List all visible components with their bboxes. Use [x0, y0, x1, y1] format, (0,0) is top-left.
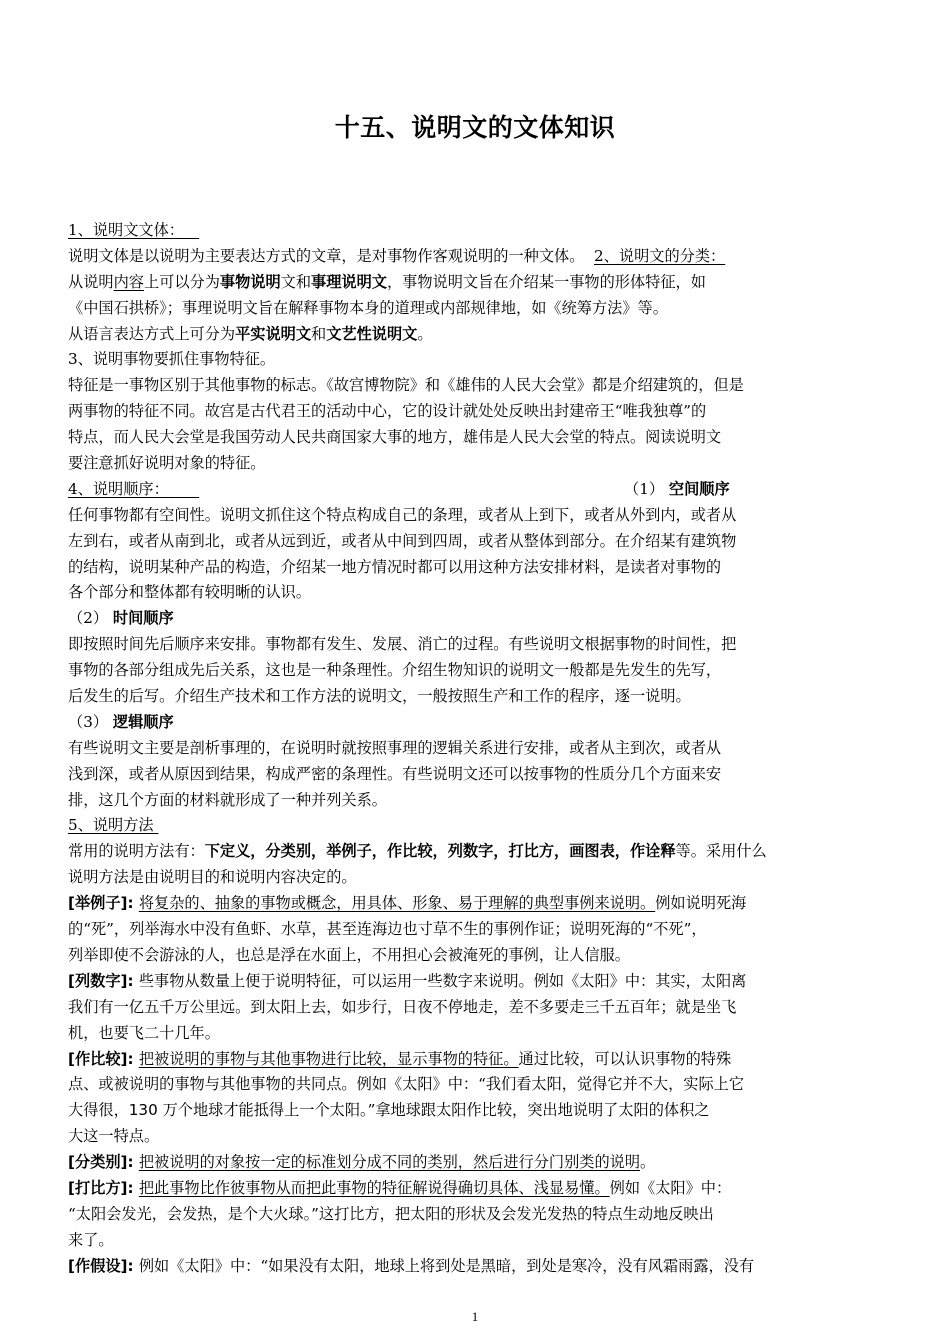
- text-run: 说明文体是以说明为主要表达方式的文章，是对事物作客观说明的一种文体。: [68, 246, 585, 265]
- method-definition: 把被说明的对象按一定的标准划分成不同的类别，然后进行分门别类的说明: [138, 1153, 641, 1172]
- method-hypothesis-line: [作假设]: 例如《太阳》中：“如果没有太阳，地球上将到处是黑暗，到处是寒冷，没有风霜雨露，没有: [68, 1256, 755, 1275]
- method-compare-line: [作比较]: 把被说明的事物与其他事物进行比较，显示事物的特征。通过比较，可以认识事物的特殊: [68, 1049, 732, 1068]
- paragraph-line: 有些说明文主要是剖析事理的，在说明时就按照事理的逻辑关系进行安排，或者从主到次，或者从: [68, 738, 722, 757]
- paragraph-line: 事物的各部分组成先后关系，这也是一种条理性。介绍生物知识的说明文一般都是先发生的先写，: [68, 661, 722, 680]
- paragraph-line: 的结构，说明某种产品的构造，介绍某一地方情况时都可以用这种方法安排材料，是读者对事物的: [68, 557, 722, 576]
- document-body: [68, 218, 883, 1280]
- method-tag: [举例子]: [68, 894, 128, 913]
- paragraph-line: 要注意抓好说明对象的特征。: [68, 454, 266, 473]
- paragraph-line: [68, 322, 883, 348]
- paragraph-line: 《中国石拱桥》；事理说明文旨在解释事物本身的道理或内部规律地，如《统筹方法》等。: [68, 298, 668, 317]
- section-heading: 1、说明文文体：: [68, 221, 184, 239]
- method-tag: [列数字]: [68, 971, 128, 990]
- section-heading: 3、说明事物要抓住事物特征。: [68, 350, 276, 369]
- text-run: 等。采用什么: [675, 842, 767, 861]
- subheading-logic: [68, 710, 883, 736]
- method-analogy-line: [打比方]: 把此事物比作彼事物从而把此事物的特征解说得确切具体、浅显易懂。例如《太阳》中：: [68, 1178, 732, 1197]
- text-run: 通过比较，可以认识事物的特殊: [518, 1049, 732, 1068]
- underlined-term: 内容: [113, 272, 144, 291]
- method-tag: [分类别]: [68, 1153, 128, 1172]
- page-number: 1: [471, 1309, 479, 1324]
- bold-term: 下定义，分类别，举例子，作比较，列数字，打比方，画图表，作诠释: [204, 842, 676, 861]
- bold-term: 事理说明文: [311, 272, 387, 291]
- paragraph-line: 即按照时间先后顺序来安排。事物都有发生、发展、消亡的过程。有些说明文根据事物的时间性，把: [68, 635, 737, 654]
- section-4-heading-line: [68, 477, 883, 503]
- method-classify-line: [分类别]: 把被说明的对象按一定的标准划分成不同的类别，然后进行分门别类的说明。: [68, 1153, 656, 1172]
- method-definition: 将复杂的、抽象的事物或概念，用具体、形象、易于理解的典型事例来说明。: [138, 894, 656, 913]
- paragraph-line: 列举即使不会游泳的人，也总是浮在水面上，不用担心会被淹死的事例，让人信服。: [68, 945, 630, 964]
- bold-term: 平实说明文: [235, 324, 311, 343]
- paragraph-line: 特点，而人民大会堂是我国劳动人民共商国家大事的地方，雄伟是人民大会堂的特点。阅读说明文: [68, 428, 722, 447]
- subheading-label: 时间顺序: [112, 609, 174, 628]
- paragraph-line: [68, 1098, 883, 1124]
- text-run: 些事物从数量上便于说明特征，可以运用一些数字来说明。例如《太阳》中：其实，太阳离: [138, 971, 747, 990]
- method-definition: 把被说明的事物与其他事物进行比较，显示事物的特征。: [138, 1049, 519, 1068]
- paragraph-line: 两事物的特征不同。故宫是古代君王的活动中心，它的设计就处处反映出封建帝王“唯我独尊”的: [68, 402, 707, 421]
- subheading-number: （1）: [624, 479, 665, 498]
- text-run: ，事物说明文旨在介绍某一事物的形体特征，如: [386, 272, 706, 291]
- subheading-label: 空间顺序: [668, 479, 730, 498]
- paragraph-line: 来了。: [68, 1230, 114, 1249]
- paragraph-line: 大这一特点。: [68, 1127, 160, 1146]
- page-title: 十五、说明文的文体知识: [334, 113, 616, 142]
- text-run: 。: [417, 324, 433, 343]
- paragraph-line: [68, 244, 883, 270]
- method-definition: 把此事物比作彼事物从而把此事物的特征解说得确切具体、浅显易懂。: [138, 1178, 610, 1197]
- text-run: 从语言表达方式上可分为: [68, 324, 236, 343]
- section-heading: 5、说明方法: [68, 816, 154, 835]
- section-1-heading-line: [68, 218, 883, 244]
- paragraph-line: 说明方法是由说明目的和说明内容决定的。: [68, 868, 357, 887]
- paragraph-line: 我们有一亿五千万公里远。到太阳上去，如步行，日夜不停地走，差不多要走三千五百年；就是坐飞: [68, 997, 737, 1016]
- paragraph-line: 左到右，或者从南到北，或者从远到近，或者从中间到四周，或者从整体到部分。在介绍某有建筑物: [68, 531, 737, 550]
- paragraph-line: 的“死”，列举海水中没有鱼虾、水草，甚至连海边也寸草不生的事例作证；说明死海的“不死”，: [68, 920, 707, 939]
- method-tag: [作假设]: [68, 1256, 128, 1275]
- subheading-time: [68, 606, 883, 632]
- text-run: 和: [311, 324, 327, 343]
- paragraph-line: 后发生的后写。介绍生产技术和工作方法的说明文，一般按照生产和工作的程序，逐一说明。: [68, 687, 691, 706]
- number-run: 130: [128, 1101, 158, 1120]
- text-run: 万个地球才能抵得上一个太阳。”拿地球跟太阳作比较，突出地说明了太阳的体积之: [162, 1101, 710, 1120]
- text-run: 。: [640, 1153, 656, 1172]
- paragraph-line: [68, 270, 883, 296]
- subheading-number: （2）: [68, 609, 109, 628]
- text-run: 例如说明死海: [655, 894, 747, 913]
- text-run: 大得很，: [68, 1101, 129, 1120]
- text-run: 文和: [280, 272, 311, 291]
- paragraph-line: 各个部分和整体都有较明晰的认识。: [68, 583, 311, 602]
- bold-term: 事物说明: [219, 272, 281, 291]
- paragraph-line: “太阳会发光，会发热，是个大火球。”这打比方，把太阳的形状及会发光发热的特点生动地反映出: [68, 1204, 714, 1223]
- paragraph-line: 机，也要飞二十几年。: [68, 1023, 220, 1042]
- section-5-heading-line: [68, 813, 883, 839]
- bold-term: 文艺性说明文: [326, 324, 418, 343]
- text-run: 从说明: [68, 272, 114, 291]
- paragraph-line: 任何事物都有空间性。说明文抓住这个特点构成自己的条理，或者从上到下，或者从外到内，或者从: [68, 505, 737, 524]
- method-number-line: [列数字]: 些事物从数量上便于说明特征，可以运用一些数字来说明。例如《太阳》中：其实，太阳离: [68, 971, 747, 990]
- subheading-label: 逻辑顺序: [112, 712, 174, 731]
- method-tag: [打比方]: [68, 1178, 128, 1197]
- section-heading: 2、说明文的分类：: [594, 246, 726, 265]
- text-run: 上可以分为: [143, 272, 220, 291]
- text-run: 例如《太阳》中：“如果没有太阳，地球上将到处是黑暗，到处是寒冷，没有风霜雨露，没有: [138, 1256, 755, 1275]
- method-example-line: [举例子]: 将复杂的、抽象的事物或概念，用具体、形象、易于理解的典型事例来说明。例如说明死海: [68, 894, 747, 913]
- section-heading: 4、说明顺序：: [68, 479, 169, 498]
- paragraph-line: 点、或被说明的事物与其他事物的共同点。例如《太阳》中：“我们看太阳，觉得它并不大，实际上它: [68, 1075, 745, 1094]
- text-run: 例如《太阳》中：: [609, 1178, 732, 1197]
- subheading-spatial: [624, 477, 730, 503]
- paragraph-line: [68, 839, 883, 865]
- subheading-number: （3）: [68, 712, 109, 731]
- paragraph-line: 浅到深，或者从原因到结果，构成严密的条理性。有些说明文还可以按事物的性质分几个方面来安: [68, 764, 722, 783]
- text-run: 常用的说明方法有：: [68, 842, 205, 861]
- paragraph-line: 排，这几个方面的材料就形成了一种并列关系。: [68, 790, 387, 809]
- paragraph-line: 特征是一事物区别于其他事物的标志。《故宫博物院》和《雄伟的人民大会堂》都是介绍建筑的，但是: [68, 376, 744, 395]
- method-tag: [作比较]: [68, 1049, 128, 1068]
